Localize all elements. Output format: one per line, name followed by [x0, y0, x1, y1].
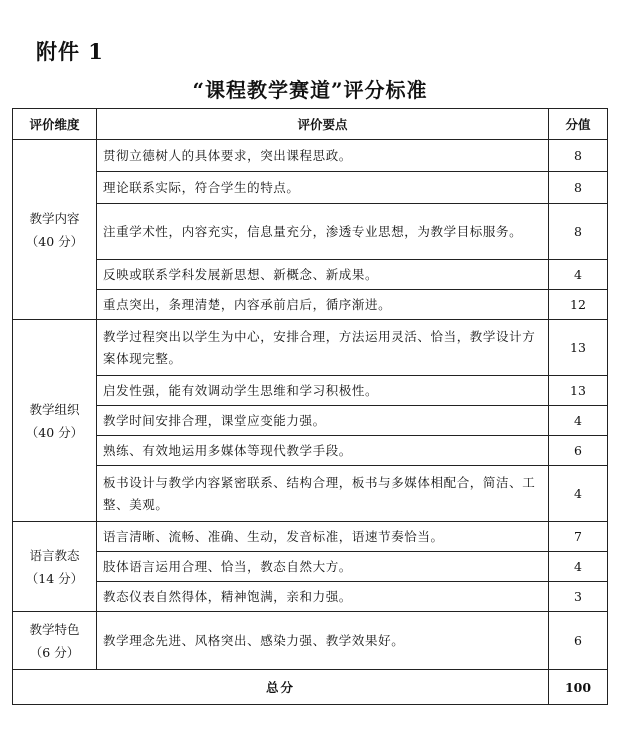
table-row: [13, 406, 608, 436]
point-text: 贯彻立德树人的具体要求，突出课程思政。: [97, 140, 549, 172]
table-row: [13, 320, 608, 376]
dimension-name: 教学组织: [29, 401, 80, 417]
header-score: 分值: [549, 109, 608, 140]
point-score: 12: [549, 290, 608, 320]
point-score: 13: [549, 376, 608, 406]
header-points: 评价要点: [97, 109, 549, 140]
attachment-label: 附件 1: [36, 39, 104, 64]
point-text: 肢体语言运用合理、恰当，教态自然大方。: [97, 552, 549, 582]
dimension-name: 语言教态: [29, 547, 80, 563]
total-label: 总分: [13, 670, 549, 705]
table-row: [13, 290, 608, 320]
point-text: 重点突出，条理清楚，内容承前启后，循序渐进。: [97, 290, 549, 320]
table-row: [13, 376, 608, 406]
point-score: 13: [549, 320, 608, 376]
point-text: 语言清晰、流畅、准确、生动，发音标准，语速节奏恰当。: [97, 522, 549, 552]
document-title: “课程教学赛道”评分标准: [192, 78, 428, 102]
total-row: [13, 670, 608, 705]
dimension-cell: [13, 140, 97, 320]
point-text: 教学过程突出以学生为中心，安排合理，方法运用灵活、恰当，教学设计方案体现完整。: [97, 320, 549, 376]
scoring-table: [12, 108, 608, 705]
table-row: [13, 612, 608, 670]
table-row: [13, 140, 608, 172]
point-score: 4: [549, 466, 608, 522]
dimension-cell: [13, 612, 97, 670]
point-score: 4: [549, 260, 608, 290]
point-score: 8: [549, 140, 608, 172]
dimension-weight: （40 分）: [25, 424, 84, 440]
dimension-cell: [13, 522, 97, 612]
point-text: 熟练、有效地运用多媒体等现代教学手段。: [97, 436, 549, 466]
point-score: 7: [549, 522, 608, 552]
total-value: 100: [549, 670, 608, 705]
point-score: 4: [549, 552, 608, 582]
point-score: 6: [549, 612, 608, 670]
table-row: [13, 260, 608, 290]
table-row: [13, 522, 608, 552]
dimension-weight: （6 分）: [29, 644, 80, 660]
point-score: 8: [549, 204, 608, 260]
table-header-row: [13, 109, 608, 140]
table-row: [13, 466, 608, 522]
point-score: 8: [549, 172, 608, 204]
point-text: 板书设计与教学内容紧密联系、结构合理，板书与多媒体相配合，简洁、工整、美观。: [97, 466, 549, 522]
point-text: 教学理念先进、风格突出、感染力强、教学效果好。: [97, 612, 549, 670]
point-score: 3: [549, 582, 608, 612]
table-row: [13, 582, 608, 612]
header-dimension: 评价维度: [13, 109, 97, 140]
dimension-cell: [13, 320, 97, 522]
table-row: [13, 436, 608, 466]
dimension-name: 教学特色: [29, 621, 80, 637]
point-text: 注重学术性，内容充实，信息量充分，渗透专业思想，为教学目标服务。: [97, 204, 549, 260]
dimension-weight: （40 分）: [25, 233, 84, 249]
point-text: 反映或联系学科发展新思想、新概念、新成果。: [97, 260, 549, 290]
point-score: 6: [549, 436, 608, 466]
point-score: 4: [549, 406, 608, 436]
point-text: 启发性强，能有效调动学生思维和学习积极性。: [97, 376, 549, 406]
point-text: 教态仪表自然得体，精神饱满，亲和力强。: [97, 582, 549, 612]
table-row: [13, 552, 608, 582]
table-row: [13, 204, 608, 260]
table-row: [13, 172, 608, 204]
point-text: 教学时间安排合理，课堂应变能力强。: [97, 406, 549, 436]
dimension-weight: （14 分）: [25, 570, 84, 586]
dimension-name: 教学内容: [29, 210, 80, 226]
point-text: 理论联系实际，符合学生的特点。: [97, 172, 549, 204]
